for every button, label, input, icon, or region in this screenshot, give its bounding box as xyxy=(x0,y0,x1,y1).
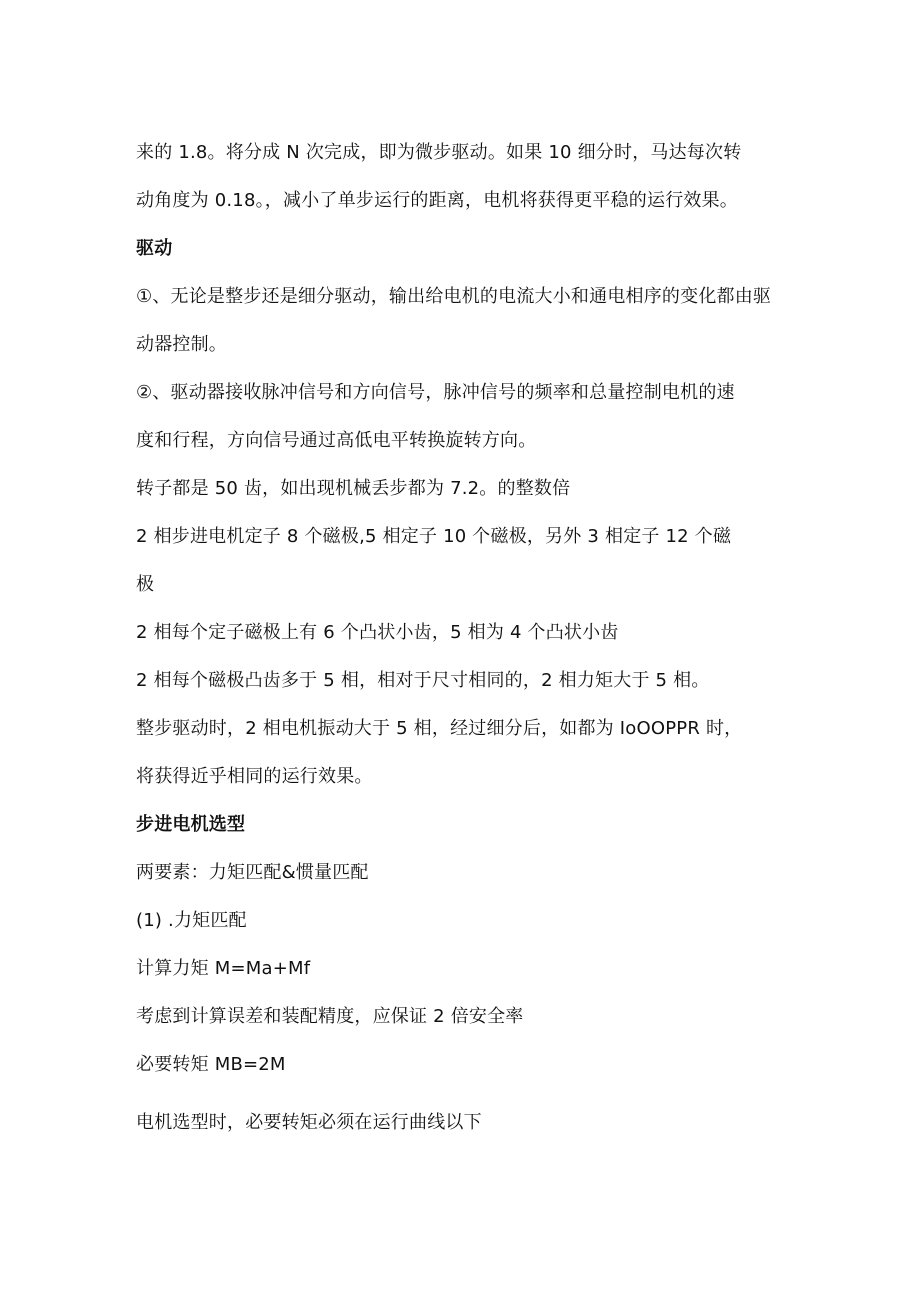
paragraph-line: 计算力矩 M=Ma+Mf xyxy=(136,958,311,979)
paragraph-line: 两要素：力矩匹配&惯量匹配 xyxy=(136,862,369,883)
paragraph-line: 极 xyxy=(136,574,155,595)
paragraph-line: 2 相每个磁极凸齿多于 5 相，相对于尺寸相同的，2 相力矩大于 5 相。 xyxy=(136,670,710,691)
paragraph-line: ②、驱动器接收脉冲信号和方向信号，脉冲信号的频率和总量控制电机的速 xyxy=(136,382,735,403)
paragraph-line: (1) .力矩匹配 xyxy=(136,910,247,931)
paragraph-line: 2 相每个定子磁极上有 6 个凸状小齿，5 相为 4 个凸状小齿 xyxy=(136,622,619,643)
paragraph-line: 考虑到计算误差和装配精度，应保证 2 倍安全率 xyxy=(136,1006,524,1027)
paragraph-line: 整步驱动时，2 相电机振动大于 5 相，经过细分后，如都为 IoOOPPR 时， xyxy=(136,718,743,739)
paragraph-line: ①、无论是整步还是细分驱动，输出给电机的电流大小和通电相序的变化都由驱 xyxy=(136,286,772,307)
paragraph-line: 电机选型时，必要转矩必须在运行曲线以下 xyxy=(136,1112,482,1133)
section-heading-drive: 驱动 xyxy=(136,238,173,259)
paragraph-line: 度和行程，方向信号通过高低电平转换旋转方向。 xyxy=(136,430,537,451)
paragraph-line: 必要转矩 MB=2M xyxy=(136,1054,286,1075)
paragraph-line: 动角度为 0.18。，减小了单步运行的距离，电机将获得更平稳的运行效果。 xyxy=(136,190,738,211)
paragraph-line: 将获得近乎相同的运行效果。 xyxy=(136,766,373,787)
paragraph-line: 2 相步进电机定子 8 个磁极,5 相定子 10 个磁极，另外 3 相定子 12 个磁 xyxy=(136,526,732,547)
section-heading-motor-selection: 步进电机选型 xyxy=(136,814,246,835)
paragraph-line: 来的 1.8。将分成 N 次完成，即为微步驱动。如果 10 细分时，马达每次转 xyxy=(136,142,742,163)
paragraph-line: 动器控制。 xyxy=(136,334,227,355)
paragraph-line: 转子都是 50 齿，如出现机械丢步都为 7.2。的整数倍 xyxy=(136,478,571,499)
